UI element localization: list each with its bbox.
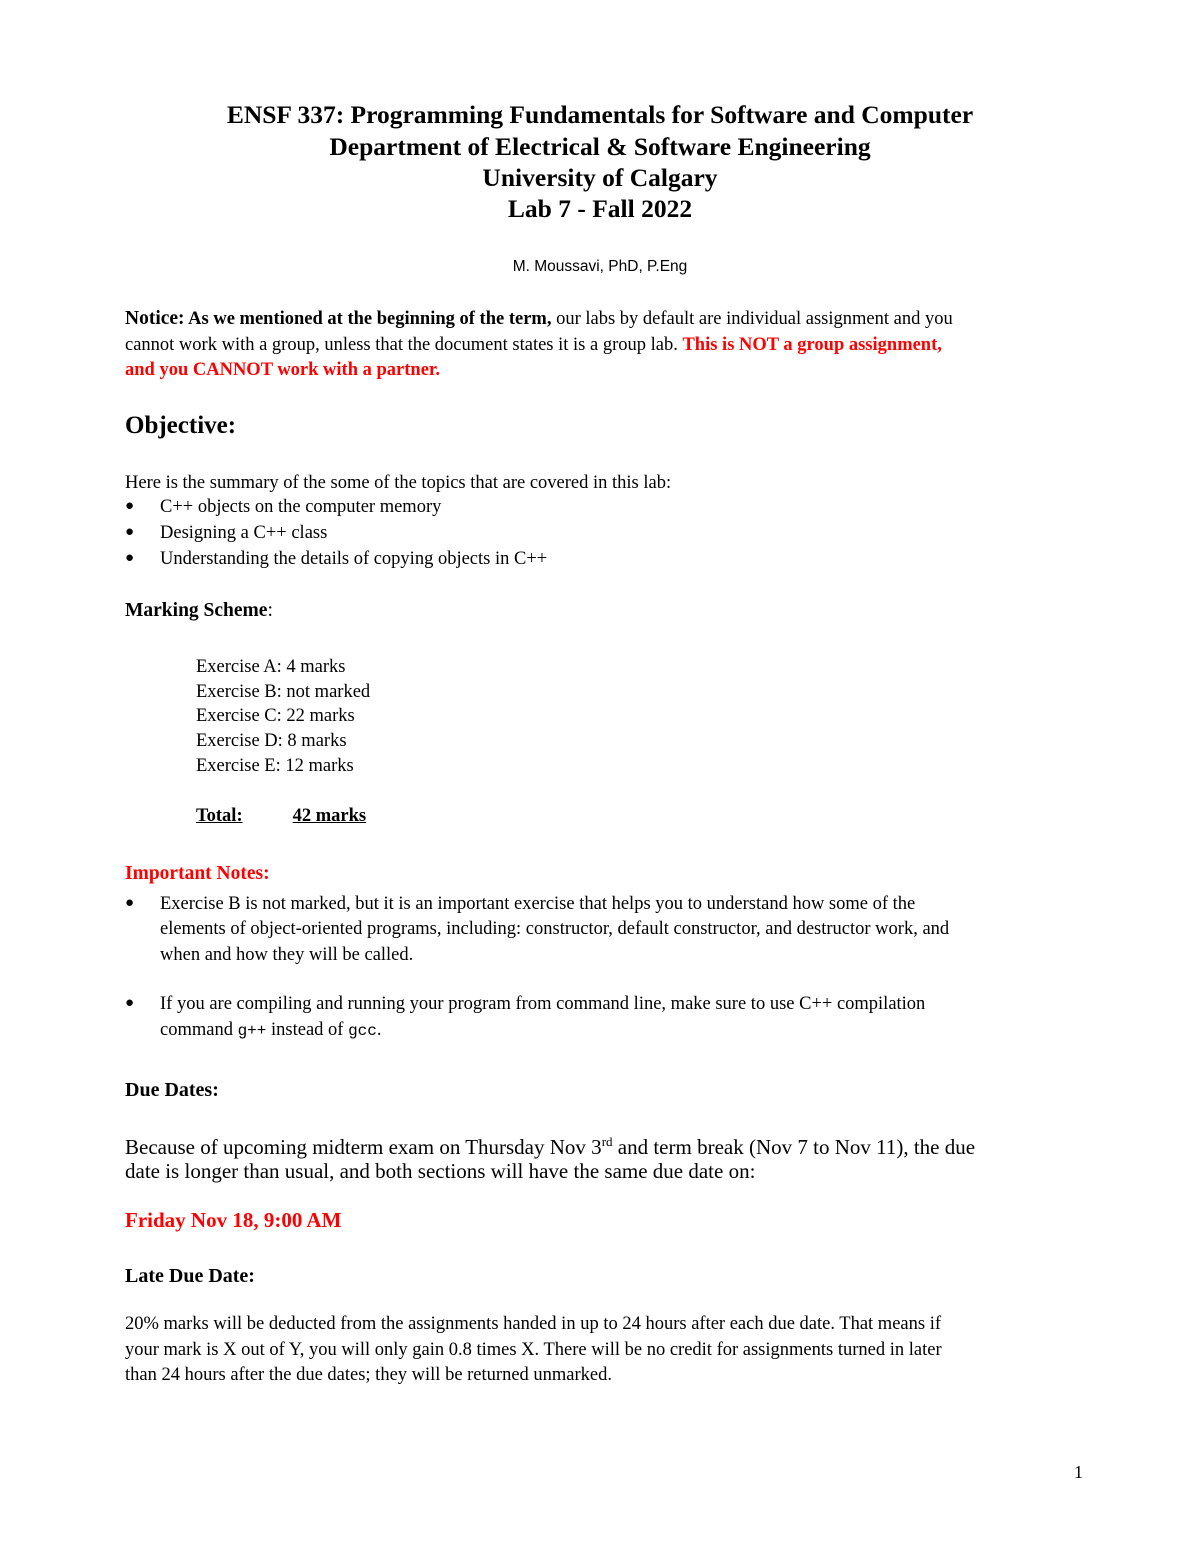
notice-red-text-1: This is NOT a group assignment, bbox=[682, 335, 942, 355]
bullet-icon: ● bbox=[125, 498, 135, 514]
marking-item: Exercise A: 4 marks bbox=[196, 657, 346, 677]
marking-item: Exercise E: 12 marks bbox=[196, 756, 354, 776]
notice-bold-text: As we mentioned at the beginning of the term, bbox=[184, 309, 552, 329]
marking-heading bbox=[125, 600, 273, 622]
course-title: ENSF 337: Programming Fundamentals for Software and Computer bbox=[226, 100, 974, 129]
bullet-icon: ● bbox=[125, 895, 135, 911]
total-label: Total: bbox=[196, 806, 243, 826]
late-line-3: than 24 hours after the due dates; they will be returned unmarked. bbox=[125, 1365, 613, 1385]
late-line-2: your mark is X out of Y, you will only gain 0.8 times X. There will be no credit for assignments turned in later bbox=[125, 1340, 942, 1360]
note-2-end: . bbox=[376, 1020, 382, 1040]
marking-item: Exercise D: 8 marks bbox=[196, 731, 347, 751]
bullet-icon: ● bbox=[125, 995, 135, 1011]
notice-line-2 bbox=[125, 332, 942, 358]
code-gcc: gcc bbox=[348, 1022, 377, 1040]
total-value: 42 marks bbox=[292, 806, 367, 826]
due-line-2: date is longer than usual, and both sections will have the same due date on: bbox=[125, 1159, 756, 1183]
notice-red-text-2: and you CANNOT work with a partner. bbox=[125, 360, 441, 380]
objective-item: C++ objects on the computer memory bbox=[160, 497, 442, 517]
notice-text-1: our labs by default are individual assignment and you bbox=[551, 309, 953, 329]
notes-heading: Important Notes: bbox=[125, 863, 270, 884]
note-1-line-2: elements of object-oriented programs, including: constructor, default constructor, and destructor work, and bbox=[160, 919, 950, 939]
marking-total bbox=[196, 806, 366, 827]
notice-line-1 bbox=[125, 306, 953, 332]
notice-label: Notice: bbox=[125, 308, 185, 329]
objective-item: Understanding the details of copying objects in C++ bbox=[160, 549, 548, 569]
marking-item: Exercise B: not marked bbox=[196, 682, 371, 702]
note-2-line-2 bbox=[160, 1017, 382, 1044]
note-1-line-3: when and how they will be called. bbox=[160, 945, 414, 965]
due-line-1-post: and term break (Nov 7 to Nov 11), the due bbox=[612, 1135, 976, 1159]
objective-intro: Here is the summary of the some of the topics that are covered in this lab: bbox=[125, 473, 672, 493]
marking-item: Exercise C: 22 marks bbox=[196, 706, 355, 726]
objective-heading: Objective: bbox=[125, 412, 237, 439]
note-2-mid: instead of bbox=[266, 1020, 349, 1040]
marking-heading-text: Marking Scheme bbox=[125, 600, 268, 621]
note-2-line-1: If you are compiling and running your program from command line, make sure to use C++ compilation bbox=[160, 994, 926, 1014]
note-2-pre: command bbox=[160, 1020, 238, 1040]
note-1-line-1: Exercise B is not marked, but it is an important exercise that helps you to understand how some of the bbox=[160, 894, 916, 914]
author-line: M. Moussavi, PhD, P.Eng bbox=[512, 258, 688, 275]
university-title: University of Calgary bbox=[482, 163, 718, 192]
page-number: 1 bbox=[1074, 1462, 1083, 1482]
due-line-1-pre: Because of upcoming midterm exam on Thursday Nov 3 bbox=[125, 1135, 602, 1159]
due-date: Friday Nov 18, 9:00 AM bbox=[125, 1208, 342, 1232]
late-heading: Late Due Date: bbox=[125, 1265, 255, 1287]
notice-text-2: cannot work with a group, unless that the document states it is a group lab. bbox=[125, 335, 683, 355]
department-title: Department of Electrical & Software Engineering bbox=[329, 132, 871, 161]
objective-item: Designing a C++ class bbox=[160, 523, 328, 543]
code-gpp: g++ bbox=[237, 1022, 267, 1040]
marking-heading-colon: : bbox=[267, 600, 273, 621]
bullet-icon: ● bbox=[125, 524, 135, 540]
due-heading: Due Dates: bbox=[125, 1079, 219, 1101]
bullet-icon: ● bbox=[125, 550, 135, 566]
late-line-1: 20% marks will be deducted from the assignments handed in up to 24 hours after each due date. That means if bbox=[125, 1314, 941, 1334]
lab-title: Lab 7 - Fall 2022 bbox=[507, 194, 693, 223]
due-line-1-sup: rd bbox=[601, 1134, 613, 1149]
